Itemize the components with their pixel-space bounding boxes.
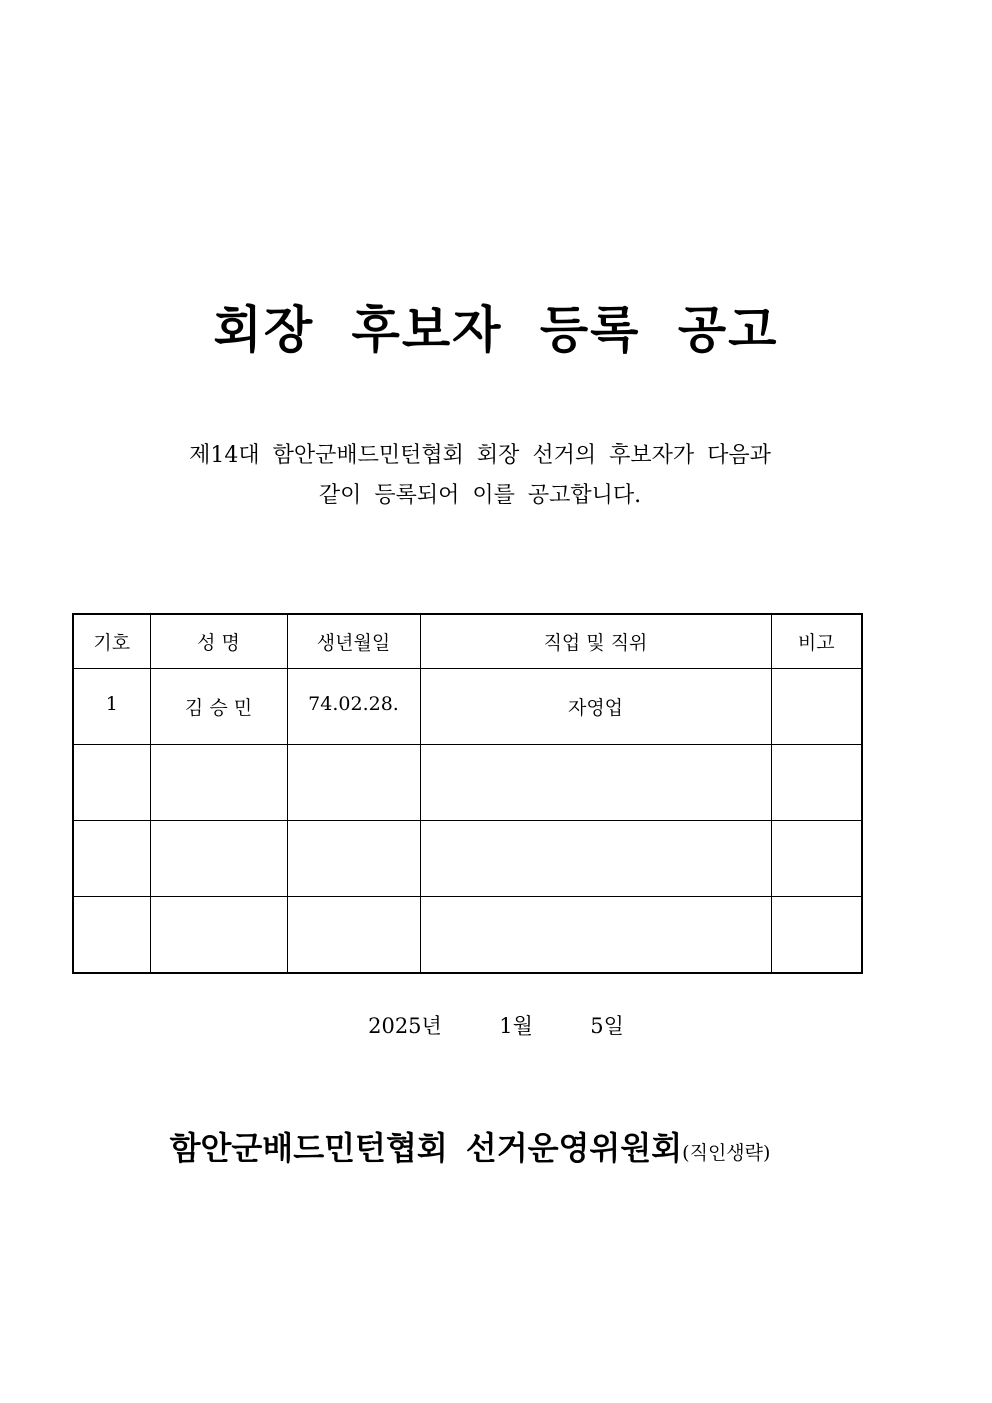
cell-remarks bbox=[771, 897, 862, 974]
signature-organization: 함안군배드민턴협회 bbox=[169, 1129, 448, 1167]
cell-remarks bbox=[771, 745, 862, 821]
seal-omitted-note: (직인생략) bbox=[682, 1142, 771, 1164]
candidate-table bbox=[72, 613, 863, 974]
cell-birthdate bbox=[287, 897, 420, 974]
cell-name bbox=[150, 897, 287, 974]
cell-name: 김 승 민 bbox=[150, 669, 287, 745]
cell-occupation: 자영업 bbox=[420, 669, 771, 745]
cell-name bbox=[150, 745, 287, 821]
header-name: 성 명 bbox=[150, 614, 287, 669]
cell-number: 1 bbox=[73, 669, 150, 745]
date-month: 1월 bbox=[499, 1014, 533, 1038]
cell-birthdate: 74.02.28. bbox=[287, 669, 420, 745]
signature-committee: 선거운영위원회 bbox=[465, 1129, 683, 1167]
cell-occupation bbox=[420, 745, 771, 821]
table-row bbox=[73, 821, 862, 897]
cell-number bbox=[73, 897, 150, 974]
header-remarks: 비고 bbox=[771, 614, 862, 669]
cell-number bbox=[73, 745, 150, 821]
signature-block bbox=[0, 1124, 940, 1177]
cell-occupation bbox=[420, 821, 771, 897]
cell-number bbox=[73, 821, 150, 897]
cell-occupation bbox=[420, 897, 771, 974]
date-day: 5일 bbox=[590, 1014, 624, 1038]
header-number: 기호 bbox=[73, 614, 150, 669]
cell-name bbox=[150, 821, 287, 897]
announcement-line-2: 같이 등록되어 이를 공고합니다. bbox=[318, 483, 642, 508]
table-header-row bbox=[73, 614, 862, 669]
page-title: 회장 후보자 등록 공고 bbox=[213, 300, 779, 359]
date-year: 2025년 bbox=[368, 1014, 442, 1038]
cell-birthdate bbox=[287, 745, 420, 821]
table-row bbox=[73, 669, 862, 745]
cell-remarks bbox=[771, 821, 862, 897]
announcement-text bbox=[60, 436, 900, 516]
cell-birthdate bbox=[287, 821, 420, 897]
table-row bbox=[73, 897, 862, 974]
cell-remarks bbox=[771, 669, 862, 745]
header-birthdate: 생년월일 bbox=[287, 614, 420, 669]
announcement-line-1: 제14대 함안군배드민턴협회 회장 선거의 후보자가 다음과 bbox=[189, 443, 771, 468]
table-row bbox=[73, 745, 862, 821]
header-occupation: 직업 및 직위 bbox=[420, 614, 771, 669]
announcement-date bbox=[0, 1010, 992, 1042]
